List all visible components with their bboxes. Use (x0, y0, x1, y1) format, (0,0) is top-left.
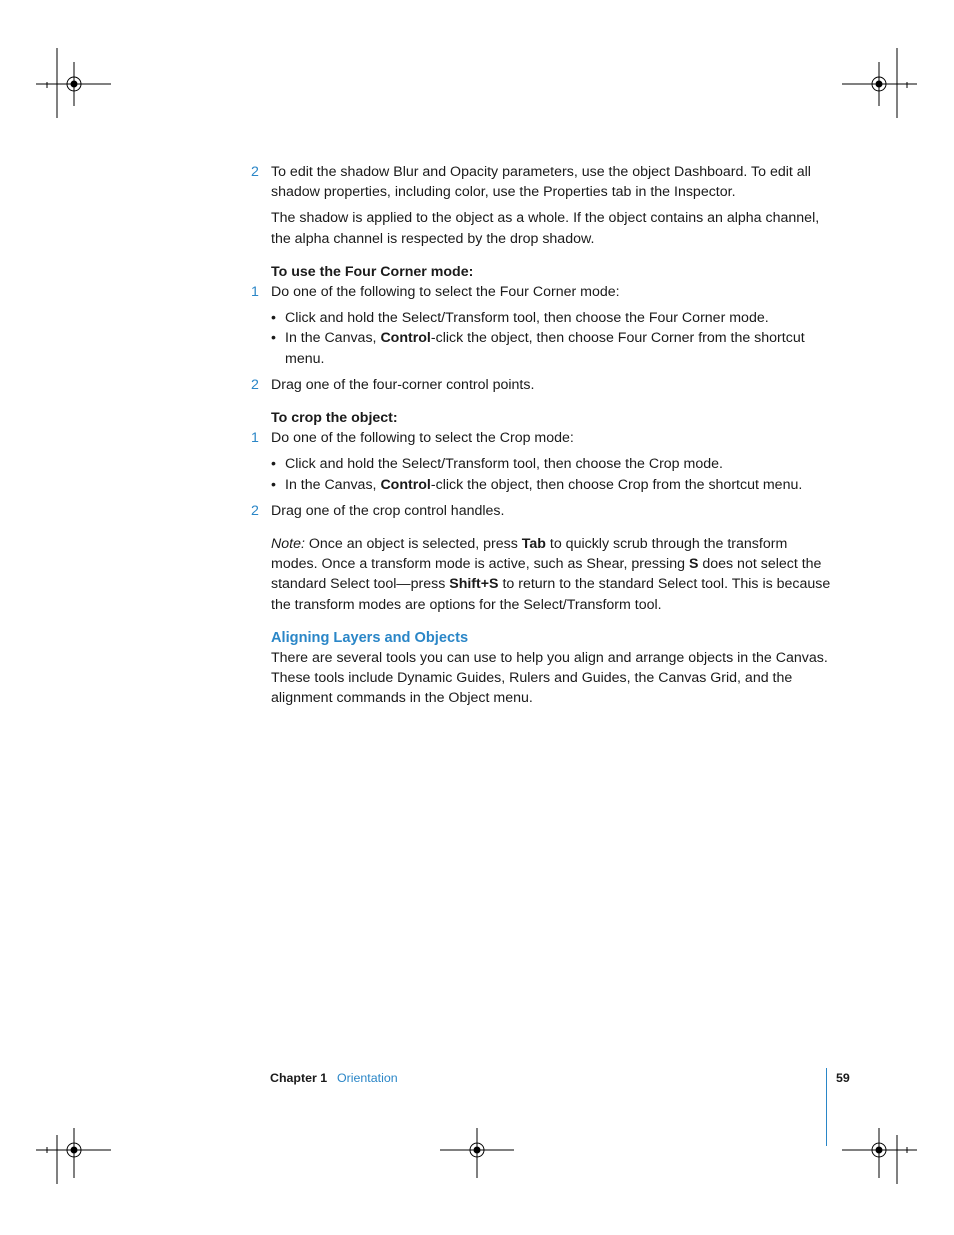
four-corner-step-1 (251, 282, 831, 302)
crop-step-2 (251, 501, 831, 521)
four-corner-bullet-2 (271, 328, 831, 368)
key-control: Control (380, 330, 431, 347)
key-control: Control (380, 476, 431, 493)
registration-mark-bottom-center (440, 1128, 514, 1178)
step-number: 1 (251, 430, 259, 447)
bullet-text: Click and hold the Select/Transform tool, then choose the Crop mode. (285, 456, 723, 473)
registration-mark-top-left (36, 48, 111, 118)
crop-heading: To crop the object: (271, 410, 398, 427)
page-body (251, 162, 831, 709)
bullet-icon: • (271, 330, 276, 347)
footer-chapter: Chapter 1 (270, 1071, 328, 1085)
registration-mark-bottom-right (842, 1128, 917, 1184)
bullet-icon: • (271, 476, 276, 493)
footer-section-link[interactable]: Orientation (337, 1071, 398, 1085)
bullet-text: In the Canvas, Control-click the object, then choose Crop from the shortcut menu. (285, 476, 803, 493)
step-text: To edit the shadow Blur and Opacity parameters, use the object Dashboard. To edit all shadow properties, including color, use the Properties tab in the Inspector. (271, 164, 811, 201)
shadow-note: The shadow is applied to the object as a whole. If the object contains an alpha channel, the alpha channel is respected by the drop shadow. (271, 210, 820, 247)
bullet-icon: • (271, 310, 276, 327)
four-corner-bullet-1 (271, 308, 831, 328)
step-text: Do one of the following to select the Crop mode: (271, 430, 574, 447)
step-shadow-edit (251, 162, 831, 202)
bullet-text: In the Canvas, Control-click the object, then choose Four Corner from the shortcut menu. (285, 330, 805, 367)
key-shift-s: Shift+S (449, 576, 499, 593)
crop-step-1 (251, 428, 831, 448)
page-number: 59 (836, 1071, 850, 1085)
step-text: Do one of the following to select the Four Corner mode: (271, 284, 620, 301)
crop-bullet-2 (271, 475, 831, 495)
key-tab: Tab (521, 536, 546, 553)
crop-bullet-1 (271, 454, 831, 474)
step-text: Drag one of the crop control handles. (271, 502, 505, 519)
step-number: 1 (251, 284, 259, 301)
note-paragraph: Note: Once an object is selected, press Tab to quickly scrub through the transform modes. Once a transform mode is active, such as Shear, pressing S does not select the standard Select tool—press Shift+S to return to the standard Select tool. This is because the transform modes are options for the Select/Transform tool. (271, 536, 831, 613)
note-label: Note: (271, 536, 305, 553)
section-title-aligning: Aligning Layers and Objects (271, 629, 469, 646)
registration-mark-bottom-left (36, 1128, 111, 1184)
bullet-icon: • (271, 456, 276, 473)
four-corner-heading: To use the Four Corner mode: (271, 263, 474, 280)
key-s: S (688, 556, 699, 573)
aligning-body: There are several tools you can use to help you align and arrange objects in the Canvas. These tools include Dynamic Guides, Rulers and Guides, the Canvas Grid, and the alignment commands in the Object menu. (271, 650, 828, 707)
footer-divider (826, 1068, 827, 1146)
four-corner-step-2 (251, 375, 831, 395)
step-number: 2 (251, 164, 259, 180)
step-number: 2 (251, 502, 259, 519)
step-text: Drag one of the four-corner control points. (271, 376, 535, 393)
bullet-text: Click and hold the Select/Transform tool, then choose the Four Corner mode. (285, 310, 769, 327)
registration-mark-top-right (842, 48, 917, 118)
step-number: 2 (251, 376, 259, 393)
